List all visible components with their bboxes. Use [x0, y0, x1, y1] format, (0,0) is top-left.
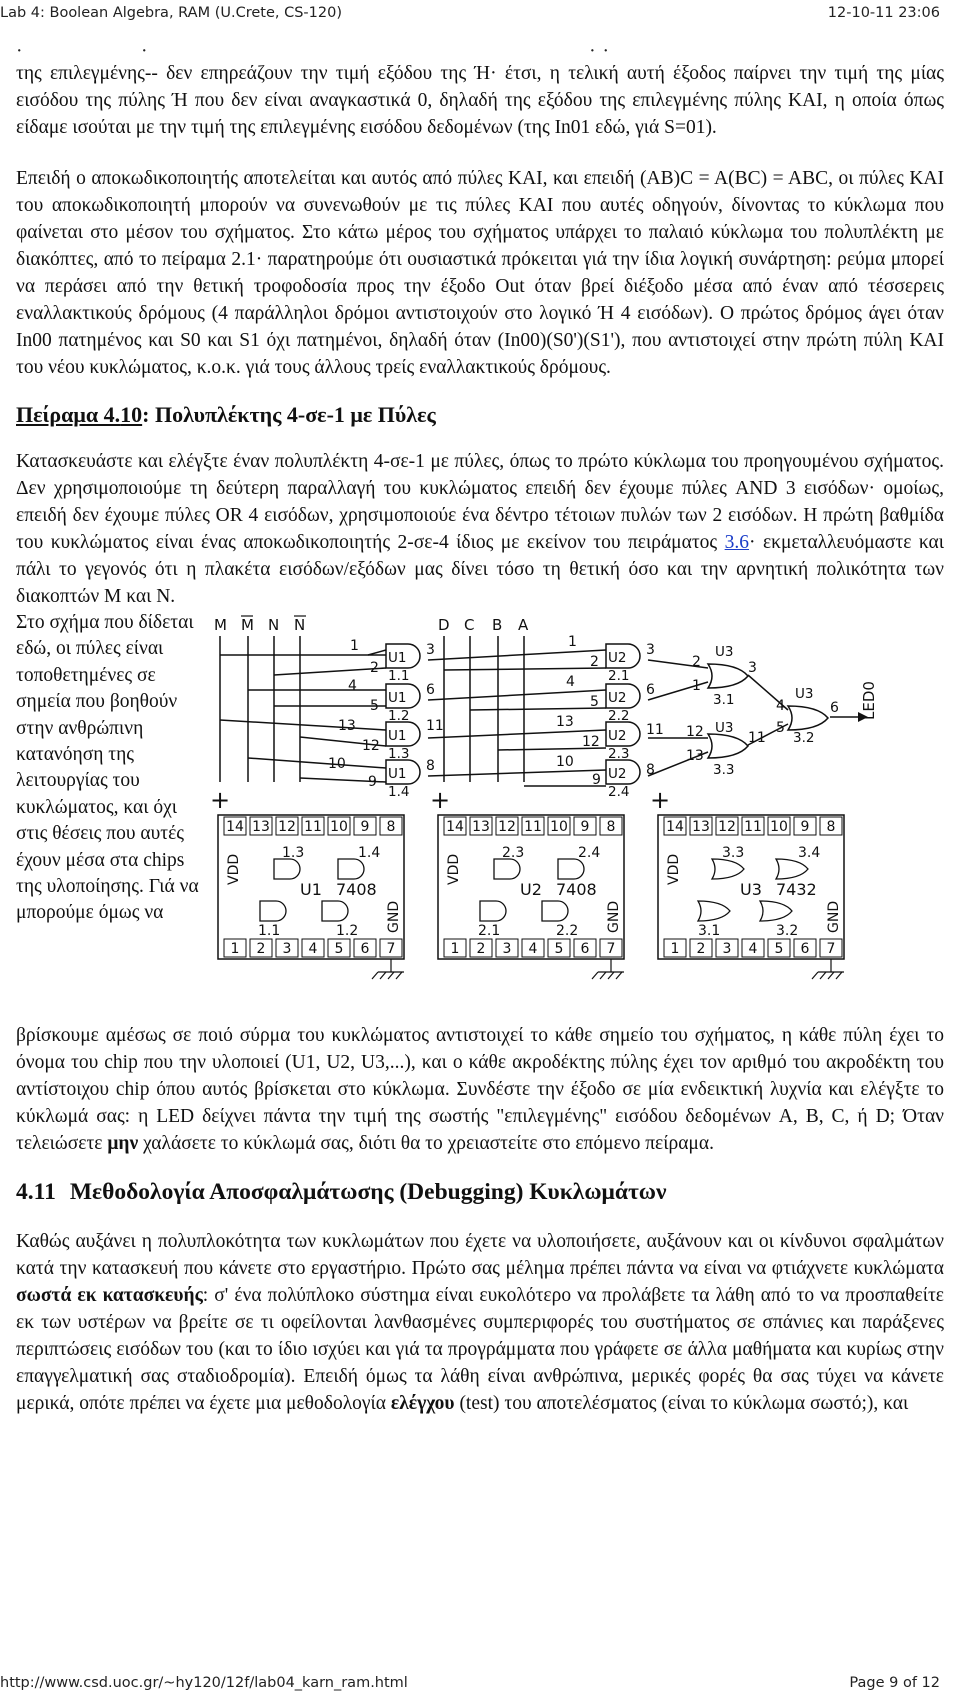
svg-text:3.4: 3.4 — [798, 845, 821, 861]
paragraph-2: Επειδή ο αποκωδικοποιητής αποτελείται και αυτός από πύλες ΚΑΙ, και επειδή (AB)C = A(BC) = ABC, οι πύλες ΚΑΙ του αποκωδικοποιητή μπορούν να συνενωθούν με τις πύλες ΚΑΙ που αυτές οδηγούν, δίνοντας το κύκλωμα που φαίνεται στο μέσον του σχήματος. Στο κάτω μέρος του σχήματος υπάρχει το παλαιό κύκλωμα του πολυπλέκτη με διακόπτες, από το πείραμα 2.1· παρατηρούμε ότι ουσιαστικά πρόκειται γιά την ίδια λογική συνάρτηση: ρεύμα μπορεί να περάσει από την θετική τροφοδοσία προς την έξοδο Out όταν βρεί διέξοδο μέσα από έναν από τέσσερεις εναλλακτικούς δρόμους (4 παράλληλοι δρόμοι αντιστοιχούν στο λογικό Ή 4 εισόδων). Ο πρώτος δρόμος άγει όταν In00 πατημένος και S0 και S1 όχι πατημένοι, δηλαδή όταν (In00)(S0')(S1'), που αντιστοιχεί στην πρώτη πύλη ΚΑΙ του νέου κυκλώματος, κ.ο.κ. γιά τους άλλους τρείς εναλλακτικούς δρόμους. — [16, 168, 944, 378]
svg-text:+: + — [650, 786, 671, 814]
svg-text:U2: U2 — [608, 650, 627, 666]
svg-text:5: 5 — [774, 941, 784, 957]
chip-u3-part: 7432 — [776, 880, 817, 899]
svg-text:3: 3 — [748, 660, 757, 676]
page-header-title: Lab 4: Boolean Algebra, RAM (U.Crete, CS-120) — [0, 5, 342, 21]
svg-text:13: 13 — [686, 748, 704, 764]
svg-text:4: 4 — [748, 941, 758, 957]
svg-text:4: 4 — [566, 674, 575, 690]
svg-text:8: 8 — [606, 819, 616, 835]
svg-text:12: 12 — [278, 819, 296, 835]
svg-text:2: 2 — [696, 941, 706, 957]
svg-text:4: 4 — [348, 678, 357, 694]
mux-circuit-figure — [208, 610, 944, 1022]
paragraph-4-text-cont: χαλάσετε το κύκλωμά σας, διότι θα το χρειαστείτε στο επόμενο πείραμα. — [138, 1133, 714, 1154]
svg-text:U1: U1 — [388, 766, 407, 782]
svg-text:GND: GND — [386, 900, 402, 933]
chip-u1 — [210, 786, 404, 959]
svg-text:12: 12 — [498, 819, 516, 835]
chip-u1-name: U1 — [300, 880, 322, 899]
svg-text:3: 3 — [426, 642, 435, 658]
led0-label: LED0 — [860, 681, 878, 720]
svg-text:1: 1 — [568, 634, 577, 650]
chip-u1-part: 7408 — [336, 880, 377, 899]
experiment-number: 10 — [120, 402, 143, 427]
experiment-prefix: Πείραμα 4. — [16, 402, 121, 427]
svg-text:13: 13 — [556, 714, 574, 730]
input-m-bar: M — [241, 616, 254, 634]
svg-text:GND: GND — [606, 900, 622, 933]
svg-text:11: 11 — [426, 718, 444, 734]
svg-text:5: 5 — [590, 694, 599, 710]
svg-text:9: 9 — [580, 819, 590, 835]
svg-text:5: 5 — [776, 720, 785, 736]
svg-text:12: 12 — [362, 738, 380, 754]
svg-text:2: 2 — [256, 941, 266, 957]
svg-text:3.2: 3.2 — [776, 923, 799, 939]
paragraph-4-text: βρίσκουμε αμέσως σε ποιό σύρμα του κυκλώματος αντιστοιχεί το κάθε σημείο του σχήματος, η κάθε πύλη έχει το όνομα του chip που την υλοποιεί (U1, U2, U3,...), και ο κάθε ακροδέκτης πύλης έχει τον αριθμό του ακροδέκτη του αντίστοιχου chip όπου αυτός βρίσκεται στο κύκλωμα. Συνδέστε την έξοδο σε μία ενδεικτική λυχνία και ελέγξτε το κύκλωμά σας: η LED δείχνει πάντα την τιμή της σωστής "επιλεγμένης" εισόδου δεδομένων A, B, C, ή D; Όταν τελειώσετε — [16, 1025, 944, 1154]
svg-text:9: 9 — [800, 819, 810, 835]
svg-text:2.4: 2.4 — [578, 845, 601, 861]
svg-text:U3: U3 — [715, 720, 734, 736]
chip-u2-name: U2 — [520, 880, 542, 899]
gate-2-3: 2.3 — [608, 746, 630, 762]
svg-text:3.3: 3.3 — [722, 845, 745, 861]
svg-text:3: 3 — [282, 941, 292, 957]
svg-text:12: 12 — [686, 724, 704, 740]
experiment-anchor[interactable] — [16, 402, 142, 427]
chip-u2 — [430, 786, 624, 959]
svg-text:+: + — [430, 786, 451, 814]
svg-text:1: 1 — [350, 638, 359, 654]
paragraph-3 — [16, 448, 944, 610]
svg-text:2: 2 — [370, 660, 379, 676]
svg-text:2: 2 — [590, 654, 599, 670]
paragraph-3-text-cont: · εκμεταλλευόμαστε και πάλι το γεγονός ότι η πλακέτα εισόδων/εξόδων μας δίνει τόσο τη θετική όσο και την αρνητική πολικότητα των διακοπτών M και N. — [16, 532, 944, 607]
svg-text:14: 14 — [226, 819, 244, 835]
svg-text:13: 13 — [692, 819, 710, 835]
svg-text:8: 8 — [386, 819, 396, 835]
svg-text:9: 9 — [592, 772, 601, 788]
circuit-diagram — [208, 610, 944, 1022]
input-m: M — [214, 616, 227, 634]
svg-text:11: 11 — [304, 819, 322, 835]
svg-text:6: 6 — [830, 700, 839, 716]
svg-text:3: 3 — [502, 941, 512, 957]
paragraph-5-text: Καθώς αυξάνει η πολυπλοκότητα των κυκλωμάτων που έχετε να υλοποιήσετε, αυξάνουν και οι κίνδυνοι σφαλμάτων κατά την κατασκευή που κάνετε στο εργαστήριο. Πρώτο σας μέλημα πρέπει πάντα να είναι να φτιάχνετε κυκλώματα — [16, 1231, 944, 1279]
gate-2-2: 2.2 — [608, 708, 630, 724]
gate-3-2: 3.2 — [793, 730, 815, 746]
svg-text:3: 3 — [646, 642, 655, 658]
svg-text:U2: U2 — [608, 690, 627, 706]
svg-text:8: 8 — [426, 758, 435, 774]
paragraph-4-bold: μην — [107, 1133, 139, 1154]
page-header-datetime: 12-10-11 23:06 — [827, 5, 940, 21]
paragraph-5 — [16, 1228, 944, 1417]
page-footer-page-number: Page 9 of 12 — [849, 1675, 940, 1691]
svg-text:5: 5 — [554, 941, 564, 957]
ground-icons — [372, 959, 844, 979]
svg-text:GND: GND — [826, 900, 842, 933]
svg-text:5: 5 — [334, 941, 344, 957]
svg-text:9: 9 — [368, 774, 377, 790]
paragraph-4 — [16, 1018, 944, 1157]
svg-text:1.1: 1.1 — [258, 923, 281, 939]
svg-text:10: 10 — [550, 819, 568, 835]
svg-text:+: + — [210, 786, 231, 814]
svg-text:5: 5 — [370, 698, 379, 714]
svg-text:2.3: 2.3 — [502, 845, 525, 861]
svg-text:3: 3 — [722, 941, 732, 957]
page-footer-url: http://www.csd.uoc.gr/~hy120/12f/lab04_karn_ram.html — [0, 1675, 408, 1691]
svg-text:VDD: VDD — [226, 853, 242, 885]
svg-text:8: 8 — [646, 762, 655, 778]
paragraph-1: της επιλεγμένης-- δεν επηρεάζουν την τιμή εξόδου της Ή· έτσι, η τελική αυτή έξοδος παίρνει την τιμή της μίας εισόδου της πύλης Ή που δεν είναι αναγκαστικά 0, δηλαδή της εξόδου της επιλεγμένης πύλης ΚΑΙ, η οποία όπως είδαμε ισούται με την τιμή της επιλεγμένης εισόδου δεδομένων (της In01 εδώ, γιά S=01). — [16, 63, 944, 138]
svg-text:6: 6 — [426, 682, 435, 698]
cut-off-line: · · · · — [16, 41, 610, 62]
float-text: Στο σχήμα που δίδεται εδώ, οι πύλες είναι τοποθετημένες σε σημεία που βοηθούν στην ανθρώπινη κατανόηση της λειτουργίας του κυκλώματος, και όχι στις θέσεις που αυτές έχουν μέσα στα chips της υλοποίησης. Γιά να μπορούμε όμως να — [16, 612, 199, 924]
input-c: C — [464, 616, 475, 634]
svg-text:10: 10 — [556, 754, 574, 770]
svg-text:14: 14 — [446, 819, 464, 835]
paragraph-5-text-cont: : σ' ένα πολύπλοκο σύστημα είναι ευκολότερο να προλάβετε τα λάθη από το να προσπαθείτε εκ των υστέρων να βρείτε σε τι οφείλονται λανθασμένες συμπεριφορές του συστήματος σε σπάνιες και παράξενες περιπτώσεις εισόδων του (και το ίδιο ισχύει και γιά τα προγράμματα που γράφετε σε άλλα μαθήματα και κυρίως στην επαγγελματική σας σταδιοδρομία). Επειδή όμως τα λάθη είναι ανθρώπινα, μερικές φορές θα σας τύχει να κάνετε μερικά, οπότε πρέπει να έχετε μια μεθοδολογία — [16, 1285, 944, 1414]
svg-text:6: 6 — [580, 941, 590, 957]
document-body — [16, 41, 944, 1417]
gate-1-3: 1.3 — [388, 746, 410, 762]
svg-text:1: 1 — [692, 678, 701, 694]
svg-text:2: 2 — [476, 941, 486, 957]
svg-text:U1: U1 — [388, 650, 407, 666]
svg-text:11: 11 — [524, 819, 542, 835]
svg-text:10: 10 — [330, 819, 348, 835]
input-a: A — [518, 616, 529, 634]
svg-text:U2: U2 — [608, 766, 627, 782]
gate-2-1: 2.1 — [608, 668, 630, 684]
svg-text:U3: U3 — [715, 644, 734, 660]
svg-text:10: 10 — [770, 819, 788, 835]
svg-text:9: 9 — [360, 819, 370, 835]
svg-text:4: 4 — [776, 698, 785, 714]
gate-3-3: 3.3 — [713, 762, 735, 778]
svg-text:1: 1 — [450, 941, 460, 957]
section-number: 4.11 — [16, 1179, 56, 1205]
svg-text:2.2: 2.2 — [556, 923, 579, 939]
input-b: B — [492, 616, 503, 634]
gate-1-4: 1.4 — [388, 784, 410, 800]
svg-text:U3: U3 — [795, 686, 814, 702]
svg-text:1: 1 — [230, 941, 240, 957]
svg-text:13: 13 — [252, 819, 270, 835]
input-n: N — [268, 616, 280, 634]
svg-text:VDD: VDD — [666, 853, 682, 885]
svg-text:U1: U1 — [388, 690, 407, 706]
paragraph-5-bold-1: σωστά εκ κατασκευής — [16, 1285, 203, 1306]
svg-text:1.2: 1.2 — [336, 923, 359, 939]
svg-text:11: 11 — [646, 722, 664, 738]
section-heading — [16, 1179, 944, 1206]
gate-1-1: 1.1 — [388, 668, 410, 684]
svg-text:U1: U1 — [388, 728, 407, 744]
svg-text:1: 1 — [670, 941, 680, 957]
svg-text:2: 2 — [692, 654, 701, 670]
svg-text:8: 8 — [826, 819, 836, 835]
svg-text:6: 6 — [646, 682, 655, 698]
svg-text:10: 10 — [328, 756, 346, 772]
experiment-title: : Πολυπλέκτης 4-σε-1 με Πύλες — [142, 402, 436, 427]
svg-text:12: 12 — [582, 734, 600, 750]
gate-2-4: 2.4 — [608, 784, 630, 800]
svg-text:13: 13 — [472, 819, 490, 835]
svg-text:12: 12 — [718, 819, 736, 835]
paragraph-3-text: Κατασκευάστε και ελέγξτε έναν πολυπλέκτη 4-σε-1 με πύλες, όπως το πρώτο κύκλωμα του προηγουμένου σχήματος. Δεν χρησιμοποιούμε τη δεύτερη παραλλαγή του κυκλώματος επειδή δεν έχουμε πύλες AND 3 εισόδων· ομοίως, επειδή δεν έχουμε πύλες OR 4 εισόδων, χρησιμοποιούε ένα δέντρο τέτοιων πυλών των 2 εισόδων. Η πρώτη βαθμίδα του κυκλώματος είναι ένας αποκωδικοποιητής 2-σε-4 ίδιος με εκείνον του πειράματος — [16, 451, 944, 553]
svg-text:1.4: 1.4 — [358, 845, 381, 861]
input-n-bar: N — [294, 616, 306, 634]
svg-text:2.1: 2.1 — [478, 923, 501, 939]
section-title: Μεθοδολογία Αποσφαλμάτωσης (Debugging) Κυκλωμάτων — [69, 1179, 667, 1205]
svg-text:4: 4 — [528, 941, 538, 957]
chip-u3 — [650, 786, 844, 959]
svg-text:U2: U2 — [608, 728, 627, 744]
svg-text:11: 11 — [748, 730, 766, 746]
paragraph-5-text-end: (test) του αποτελέσματος (είναι το κύκλωμα σωστό;), και — [454, 1393, 909, 1414]
chip-u2-part: 7408 — [556, 880, 597, 899]
svg-text:14: 14 — [666, 819, 684, 835]
svg-text:7: 7 — [826, 941, 836, 957]
input-d: D — [438, 616, 450, 634]
gate-3-1: 3.1 — [713, 692, 735, 708]
svg-text:7: 7 — [386, 941, 396, 957]
browser-print-header — [0, 0, 960, 40]
browser-print-footer — [0, 1675, 960, 1697]
experiment-3-6-link[interactable]: 3.6 — [724, 532, 750, 553]
svg-text:11: 11 — [744, 819, 762, 835]
experiment-heading — [16, 401, 944, 428]
gate-1-2: 1.2 — [388, 708, 410, 724]
svg-text:7: 7 — [606, 941, 616, 957]
svg-text:4: 4 — [308, 941, 318, 957]
svg-text:VDD: VDD — [446, 853, 462, 885]
svg-text:1.3: 1.3 — [282, 845, 305, 861]
paragraph-5-bold-2: ελέγχου — [390, 1393, 455, 1414]
svg-text:6: 6 — [800, 941, 810, 957]
svg-text:6: 6 — [360, 941, 370, 957]
svg-text:13: 13 — [338, 718, 356, 734]
chip-u3-name: U3 — [740, 880, 762, 899]
svg-text:3.1: 3.1 — [698, 923, 721, 939]
